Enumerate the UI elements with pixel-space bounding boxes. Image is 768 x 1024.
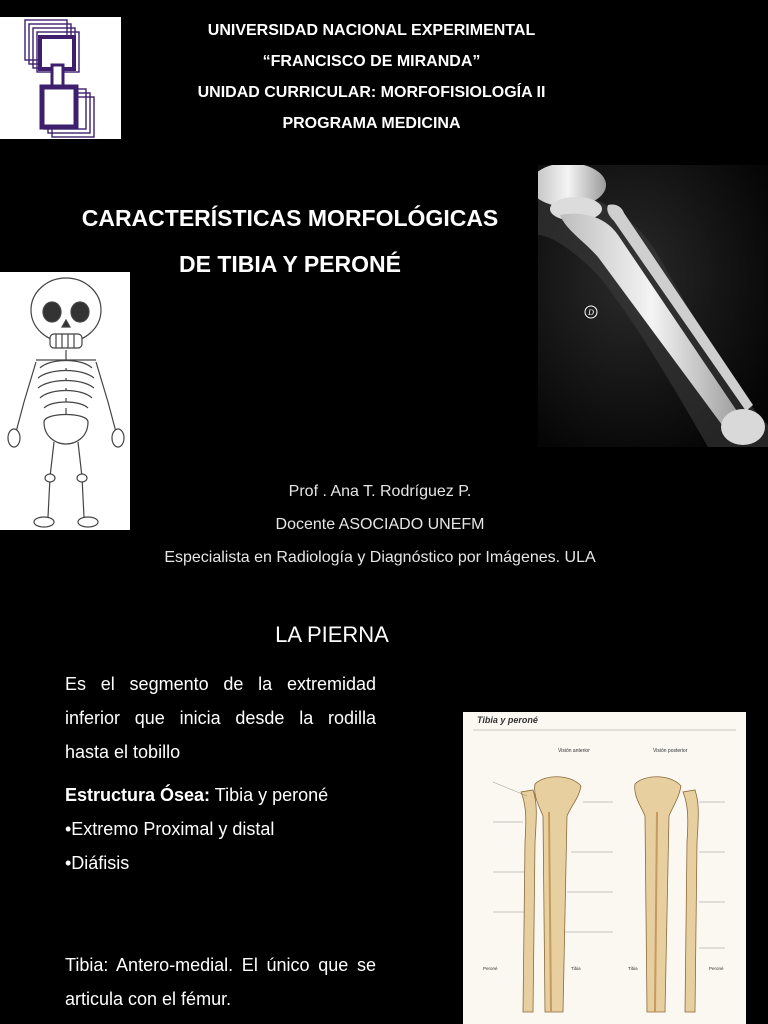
intro-paragraph: Es el segmento de la extremidad inferior que inicia desde la rodilla hasta el tobillo bbox=[65, 674, 376, 762]
atlas-view-anterior: Visión anterior bbox=[558, 748, 590, 754]
program-name: PROGRAMA MEDICINA bbox=[282, 115, 461, 132]
bone-structure-line bbox=[65, 784, 385, 806]
xray-side-marker: D bbox=[588, 308, 594, 317]
structure-label: Estructura Ósea: bbox=[65, 785, 211, 805]
atlas-label-tibia-left: Tibia bbox=[571, 966, 581, 971]
leg-xray-image bbox=[538, 165, 768, 447]
bullet-item: •Diáfisis bbox=[65, 853, 130, 873]
page-title: CARACTERÍSTICAS MORFOLÓGICAS bbox=[81, 205, 499, 231]
author-name: Prof . Ana T. Rodríguez P. bbox=[288, 483, 472, 500]
atlas-title: Tibia y peroné bbox=[477, 715, 538, 725]
page-subtitle: DE TIBIA Y PERONÉ bbox=[179, 251, 401, 277]
author-role: Docente ASOCIADO UNEFM bbox=[275, 516, 485, 533]
atlas-view-posterior: Visión posterior bbox=[653, 748, 688, 754]
curricular-unit: UNIDAD CURRICULAR: MORFOFISIOLOGÍA II bbox=[197, 84, 546, 101]
author-specialty: Especialista en Radiología y Diagnóstico por Imágenes. ULA bbox=[164, 549, 596, 566]
atlas-label-tibia-right: Tibia bbox=[628, 966, 638, 971]
bullet-item: •Extremo Proximal y distal bbox=[65, 819, 275, 839]
unefm-logo-icon bbox=[0, 17, 121, 139]
tibia-fibula-atlas-image bbox=[463, 712, 746, 1024]
section-title: LA PIERNA bbox=[275, 622, 389, 647]
university-subname: “FRANCISCO DE MIRANDA” bbox=[262, 53, 481, 70]
tibia-paragraph: Tibia: Antero-medial. El único que se articula con el fémur. bbox=[65, 955, 376, 1009]
structure-value: Tibia y peroné bbox=[210, 785, 329, 805]
atlas-label-fibula-left: Peroné bbox=[483, 966, 498, 971]
atlas-label-fibula-right: Peroné bbox=[709, 966, 724, 971]
university-logo bbox=[0, 17, 121, 139]
university-name: UNIVERSIDAD NACIONAL EXPERIMENTAL bbox=[207, 22, 536, 39]
